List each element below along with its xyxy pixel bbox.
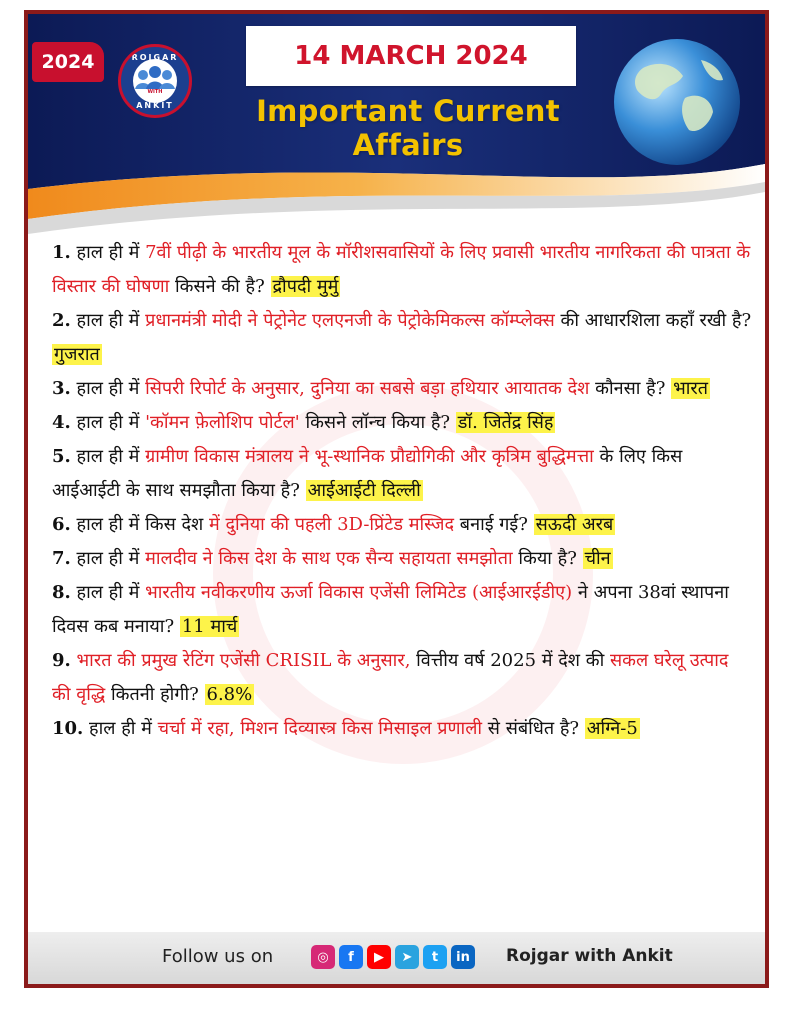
- question-number: 6.: [52, 514, 71, 535]
- question-item: [52, 508, 752, 542]
- question-text: हाल ही में: [70, 378, 146, 399]
- question-number: 10.: [52, 718, 84, 739]
- question-item: [52, 542, 752, 576]
- question-text: हाल ही में किस देश: [70, 514, 209, 535]
- question-text: हाल ही में: [70, 548, 146, 569]
- question-text: किया है?: [512, 548, 583, 569]
- question-highlight: मालदीव ने किस देश के साथ एक सैन्य सहायता समझोता: [145, 548, 513, 569]
- question-highlight: चर्चा में रहा, मिशन दिव्यास्त्र किस मिसाइल प्रणाली: [157, 718, 483, 739]
- question-text: हाल ही में: [70, 310, 146, 331]
- poster-frame: [24, 10, 769, 988]
- question-text: के लिए किस आईआईटी के साथ समझौता किया है?: [52, 446, 683, 501]
- question-highlight: सकल घरेलू उत्पाद की वृद्धि: [52, 650, 729, 705]
- question-text: हाल ही में: [70, 582, 146, 603]
- answer-highlight: सऊदी अरब: [535, 514, 614, 535]
- question-item: [52, 372, 752, 406]
- question-highlight: सिपरी रिपोर्ट के अनुसार, दुनिया का सबसे बड़ा हथियार आयातक देश: [145, 378, 590, 399]
- logo-top-text: ROJGAR: [131, 53, 179, 62]
- twitter-icon[interactable]: t: [423, 945, 447, 969]
- answer-highlight: अग्नि-5: [586, 718, 638, 739]
- youtube-icon[interactable]: ▶: [367, 945, 391, 969]
- answer-highlight: 6.8%: [206, 684, 253, 705]
- linkedin-icon[interactable]: in: [451, 945, 475, 969]
- question-highlight: प्रधानमंत्री मोदी ने पेट्रोनेट एलएनजी के पेट्रोकेमिकल्स कॉम्प्लेक्स: [145, 310, 555, 331]
- question-number: 1.: [52, 242, 71, 263]
- question-text: की आधारशिला कहाँ रखी है?: [554, 310, 752, 331]
- question-text: बनाई गई?: [454, 514, 534, 535]
- question-text: हाल ही में: [83, 718, 158, 739]
- question-number: 7.: [52, 548, 71, 569]
- question-text: हाल ही में: [70, 412, 146, 433]
- question-highlight: 'कॉमन फ़ेलोशिप पोर्टल': [145, 412, 300, 433]
- question-highlight: भारतीय नवीकरणीय ऊर्जा विकास एजेंसी लिमिटेड (आईआरईडीए): [145, 582, 573, 603]
- answer-highlight: भारत: [673, 378, 709, 399]
- question-number: 5.: [52, 446, 71, 467]
- question-text: किसने की है?: [169, 276, 271, 297]
- globe-icon: [613, 38, 741, 166]
- question-number: 4.: [52, 412, 71, 433]
- question-number: 2.: [52, 310, 71, 331]
- question-text: कौनसा है?: [589, 378, 672, 399]
- date-box: 14 MARCH 2024: [246, 26, 576, 86]
- footer-bar: [28, 932, 765, 988]
- question-item: [52, 304, 752, 372]
- question-text: हाल ही में: [70, 242, 146, 263]
- follow-us-label: Follow us on: [162, 946, 274, 967]
- answer-highlight: आईआईटी दिल्ली: [307, 480, 421, 501]
- answer-highlight: द्रौपदी मुर्मु: [272, 276, 339, 297]
- header: [28, 14, 765, 234]
- instagram-icon[interactable]: ◎: [311, 945, 335, 969]
- question-item: [52, 406, 752, 440]
- question-highlight: 7वीं पीढ़ी के भारतीय मूल के मॉरीशसवासियों के लिए प्रवासी भारतीय नागरिकता की पात्रता के विस्तार की घोषणा: [52, 242, 751, 297]
- facebook-icon[interactable]: f: [339, 945, 363, 969]
- question-highlight: भारत की प्रमुख रेटिंग एजेंसी CRISIL के अनुसार,: [76, 650, 411, 671]
- question-text: वित्तीय वर्ष 2025 में देश की: [410, 650, 610, 671]
- question-highlight: ग्रामीण विकास मंत्रालय ने भू-स्थानिक प्रौद्योगिकी और कृत्रिम बुद्धिमत्ता: [145, 446, 594, 467]
- rojgar-with-ankit-logo: [118, 44, 192, 118]
- question-number: 8.: [52, 582, 71, 603]
- question-number: 3.: [52, 378, 71, 399]
- question-item: [52, 712, 752, 746]
- question-text: कितनी होगी?: [105, 684, 205, 705]
- logo-bottom-text: ANKIT: [136, 101, 174, 110]
- answer-highlight: चीन: [584, 548, 611, 569]
- question-text: किसने लॉन्च किया है?: [299, 412, 456, 433]
- questions-list: [52, 236, 752, 746]
- social-icons: [311, 945, 475, 969]
- answer-highlight: डॉ. जितेंद्र सिंह: [457, 412, 554, 433]
- question-item: [52, 236, 752, 304]
- question-item: [52, 576, 752, 644]
- question-text: हाल ही में: [70, 446, 146, 467]
- question-text: ने अपना 38वां स्थापना दिवस कब मनाया?: [52, 582, 729, 637]
- question-highlight: में दुनिया की पहली 3D-प्रिंटेड मस्जिद: [209, 514, 455, 535]
- question-text: से संबंधित है?: [482, 718, 585, 739]
- year-badge: 2024: [32, 42, 104, 82]
- page-title: Important Current Affairs: [256, 94, 560, 162]
- telegram-icon[interactable]: ➤: [395, 945, 419, 969]
- answer-highlight: 11 मार्च: [181, 616, 238, 637]
- answer-highlight: गुजरात: [54, 344, 100, 365]
- question-number: 9.: [52, 650, 71, 671]
- question-item: [52, 440, 752, 508]
- question-item: [52, 644, 752, 712]
- brand-name: Rojgar with Ankit: [506, 946, 673, 966]
- logo-mid-text: WITH: [147, 89, 163, 95]
